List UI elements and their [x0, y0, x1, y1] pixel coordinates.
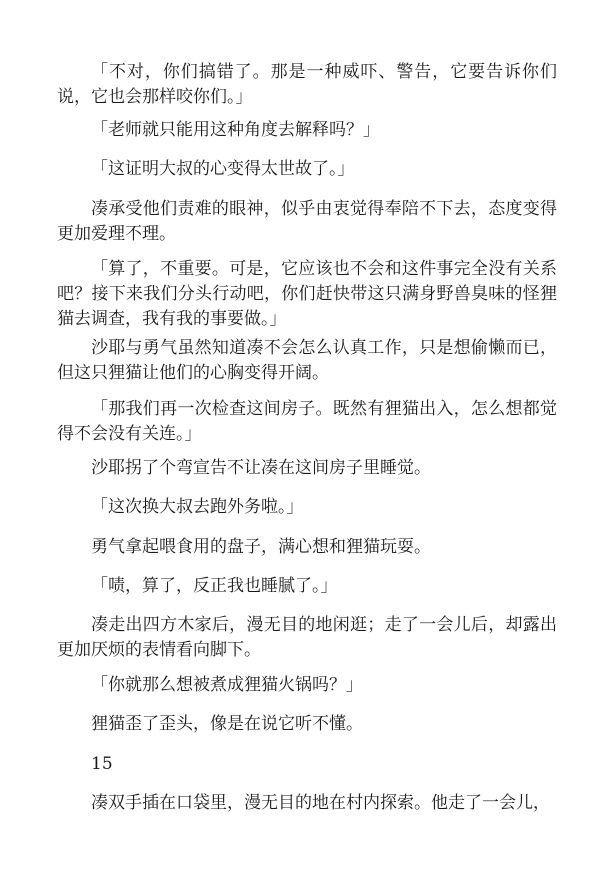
paragraph: 「不对，你们搞错了。那是一种威吓、警告，它要告诉你们说，它也会那样咬你们。」 [57, 62, 557, 107]
paragraph: 「你就那么想被煮成狸猫火锅吗？」 [91, 675, 363, 695]
paragraph: 「算了，不重要。可是，它应该也不会和这件事完全没有关系吧？接下来我们分头行动吧，你们赶快带这只满身野兽臭味的怪狸猫去调查，我有我的事要做。」 [57, 259, 557, 329]
paragraph: 狸猫歪了歪头，像是在说它听不懂。 [91, 714, 363, 734]
paragraph: 「啧，算了，反正我也睡腻了。」 [91, 576, 338, 596]
paragraph: 「这证明大叔的心变得太世故了。」 [91, 159, 355, 179]
paragraph: 沙耶与勇气虽然知道凑不会怎么认真工作，只是想偷懒而已，但这只狸猫让他们的心胸变得开阔。 [57, 338, 557, 383]
paragraph: 沙耶拐了个弯宣告不让凑在这间房子里睡觉。 [91, 458, 431, 478]
paragraph: 凑承受他们责难的眼神，似乎由衷觉得奉陪不下去，态度变得更加爱理不理。 [57, 199, 557, 244]
paragraph: 勇气拿起喂食用的盘子，满心想和狸猫玩耍。 [91, 537, 431, 557]
paragraph: 凑双手插在口袋里，漫无目的地在村内探索。他走了一会儿， [91, 793, 550, 813]
paragraph: 「那我们再一次检查这间房子。既然有狸猫出入，怎么想都觉得不会没有关连。」 [57, 399, 557, 444]
paragraph: 「这次换大叔去跑外务啦。」 [91, 497, 304, 517]
paragraph: 凑走出四方木家后，漫无目的地闲逛；走了一会儿后，却露出更加厌烦的表情看向脚下。 [57, 615, 557, 660]
paragraph: 「老师就只能用这种角度去解释吗？」 [91, 120, 380, 140]
section-number: 15 [91, 754, 113, 774]
